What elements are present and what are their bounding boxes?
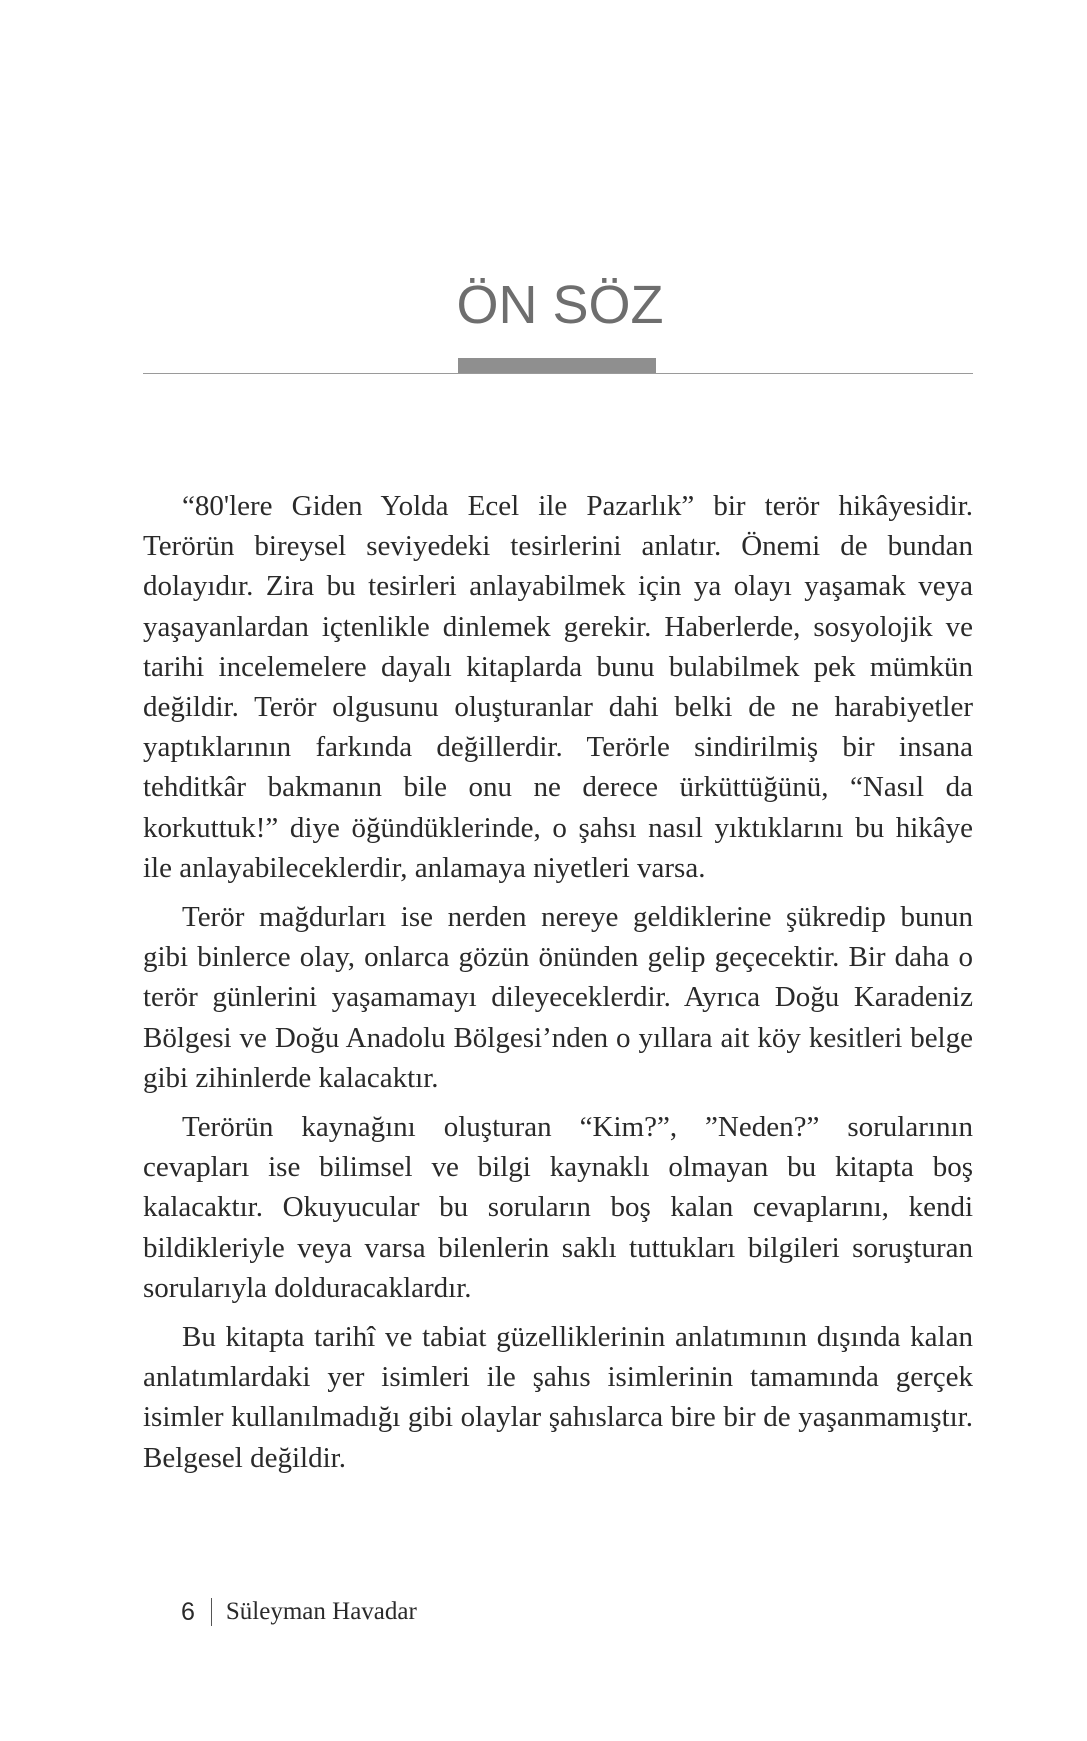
title-accent-bar bbox=[458, 358, 656, 373]
paragraph-3: Terörün kaynağını oluşturan “Kim?”, ”Neden?” sorularının cevapları ise bilimsel ve bilgi kaynaklı olmayan bu kitapta boş kalacaktır. Okuyucular bu soruların boş kalan cevaplarını, kendi bildikleriyle veya varsa bilenlerin saklı tuttukları bilgileri soruşturan sorularıyla dolduracaklardır. bbox=[143, 1111, 973, 1304]
preface-body bbox=[143, 486, 973, 1487]
title-divider-line bbox=[143, 373, 973, 374]
paragraph-2: Terör mağdurları ise nerden nereye geldiklerine şükredip bunun gibi binlerce olay, onlarca gözün önünden gelip geçecektir. Bir daha o terör günlerini yaşamamayı dileyeceklerdir. Ayrıca Doğu Karadeniz Bölgesi ve Doğu Anadolu Bölgesi’nden o yıllara ait köy kesitleri belge gibi zihinlerde kalacaktır. bbox=[143, 901, 973, 1094]
paragraph-1: “80'lere Giden Yolda Ecel ile Pazarlık” bir terör hikâyesidir. Terörün bireysel seviyedeki tesirlerini anlatır. Önemi de bundan dolayıdır. Zira bu tesirleri anlayabilmek için ya olayı yaşamak veya yaşayanlardan içtenlikle dinlemek gerekir. Haberlerde, sosyolojik ve tarihi incelemelere dayalı kitaplarda bunu bulabilmek pek mümkün değildir. Terör olgusunu oluşturanlar dahi belki de ne harabiyetler yaptıklarının farkında değillerdir. Terörle sindirilmiş bir insana tehditkâr bakmanın bile onu ne derece ürküttüğünü, “Nasıl da korkuttuk!” diye öğündüklerinde, o şahsı nasıl yıktıklarını bu hikâye ile anlayabileceklerdir, anlamaya niyetleri varsa. bbox=[143, 490, 973, 884]
paragraph-4: Bu kitapta tarihî ve tabiat güzelliklerinin anlatımının dışında kalan anlatımlardaki yer isimleri ile şahıs isimlerinin tamamında gerçek isimler kullanılmadığı gibi olaylar şahıslarca bire bir de yaşanmamıştır. Belgesel değildir. bbox=[143, 1321, 973, 1474]
page-footer bbox=[181, 1596, 417, 1628]
author-name: Süleyman Havadar bbox=[225, 1598, 417, 1625]
footer-separator bbox=[211, 1598, 212, 1626]
chapter-title: ÖN SÖZ bbox=[456, 275, 664, 335]
page-number: 6 bbox=[181, 1597, 195, 1626]
